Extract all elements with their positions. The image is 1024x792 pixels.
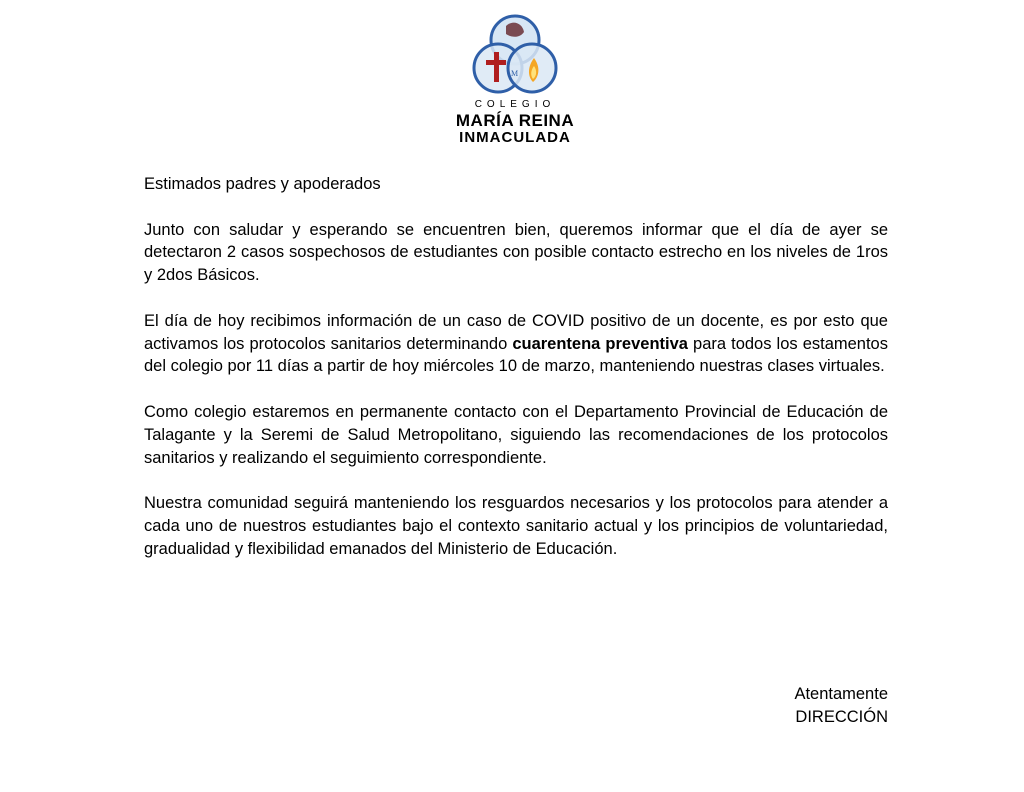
closing-text: Atentamente <box>794 685 888 703</box>
letter-body <box>144 173 888 583</box>
logo-inmaculada-text: INMACULADA <box>459 129 571 146</box>
letter-paragraph-4: Nuestra comunidad seguirá manteniendo los resguardos necesarios y los protocolos para atender a cada uno de nuestros estudiantes bajo el contexto sanitario actual y los principios de voluntariedad, gradualidad y flexibilidad emanados del Ministerio de Educación. <box>144 494 888 558</box>
logo-colegio-text: COLEGIO <box>474 99 556 110</box>
signature-block <box>794 683 888 729</box>
svg-text:M: M <box>511 69 519 78</box>
signer-text: DIRECCIÓN <box>795 707 888 726</box>
school-logo <box>440 12 590 152</box>
letter-paragraph-1: Junto con saludar y esperando se encuentren bien, queremos informar que el día de ayer se detectaron 2 casos sospechosos de estudiantes con posible contacto estrecho en los niveles de 1ros y 2dos Básicos. <box>144 220 888 285</box>
letter-paragraph-2 <box>144 310 888 378</box>
logo-emblem-icon <box>470 12 560 102</box>
letter-paragraph-3: Como colegio estaremos en permanente contacto con el Departamento Provincial de Educación de Talagante y la Seremi de Salud Metropolitano, siguiendo las recomendaciones de los protocolos sanitarios y realizando el seguimiento correspondiente. <box>144 402 888 467</box>
logo-maria-reina-text: MARÍA REINA <box>455 111 575 130</box>
letter-greeting: Estimados padres y apoderados <box>144 175 381 193</box>
quarantine-emphasis: cuarentena preventiva <box>512 334 688 353</box>
paragraph-2-start: El día de hoy recibimos información de un caso de COVID positivo de un docente, es por esto que activamos los protocolos sanitarios determinando <box>144 311 888 353</box>
paragraph-2-end: para todos los estamentos del colegio por 11 días a partir de hoy miércoles 10 de marzo, manteniendo nuestras clases virtuales. <box>144 334 888 376</box>
